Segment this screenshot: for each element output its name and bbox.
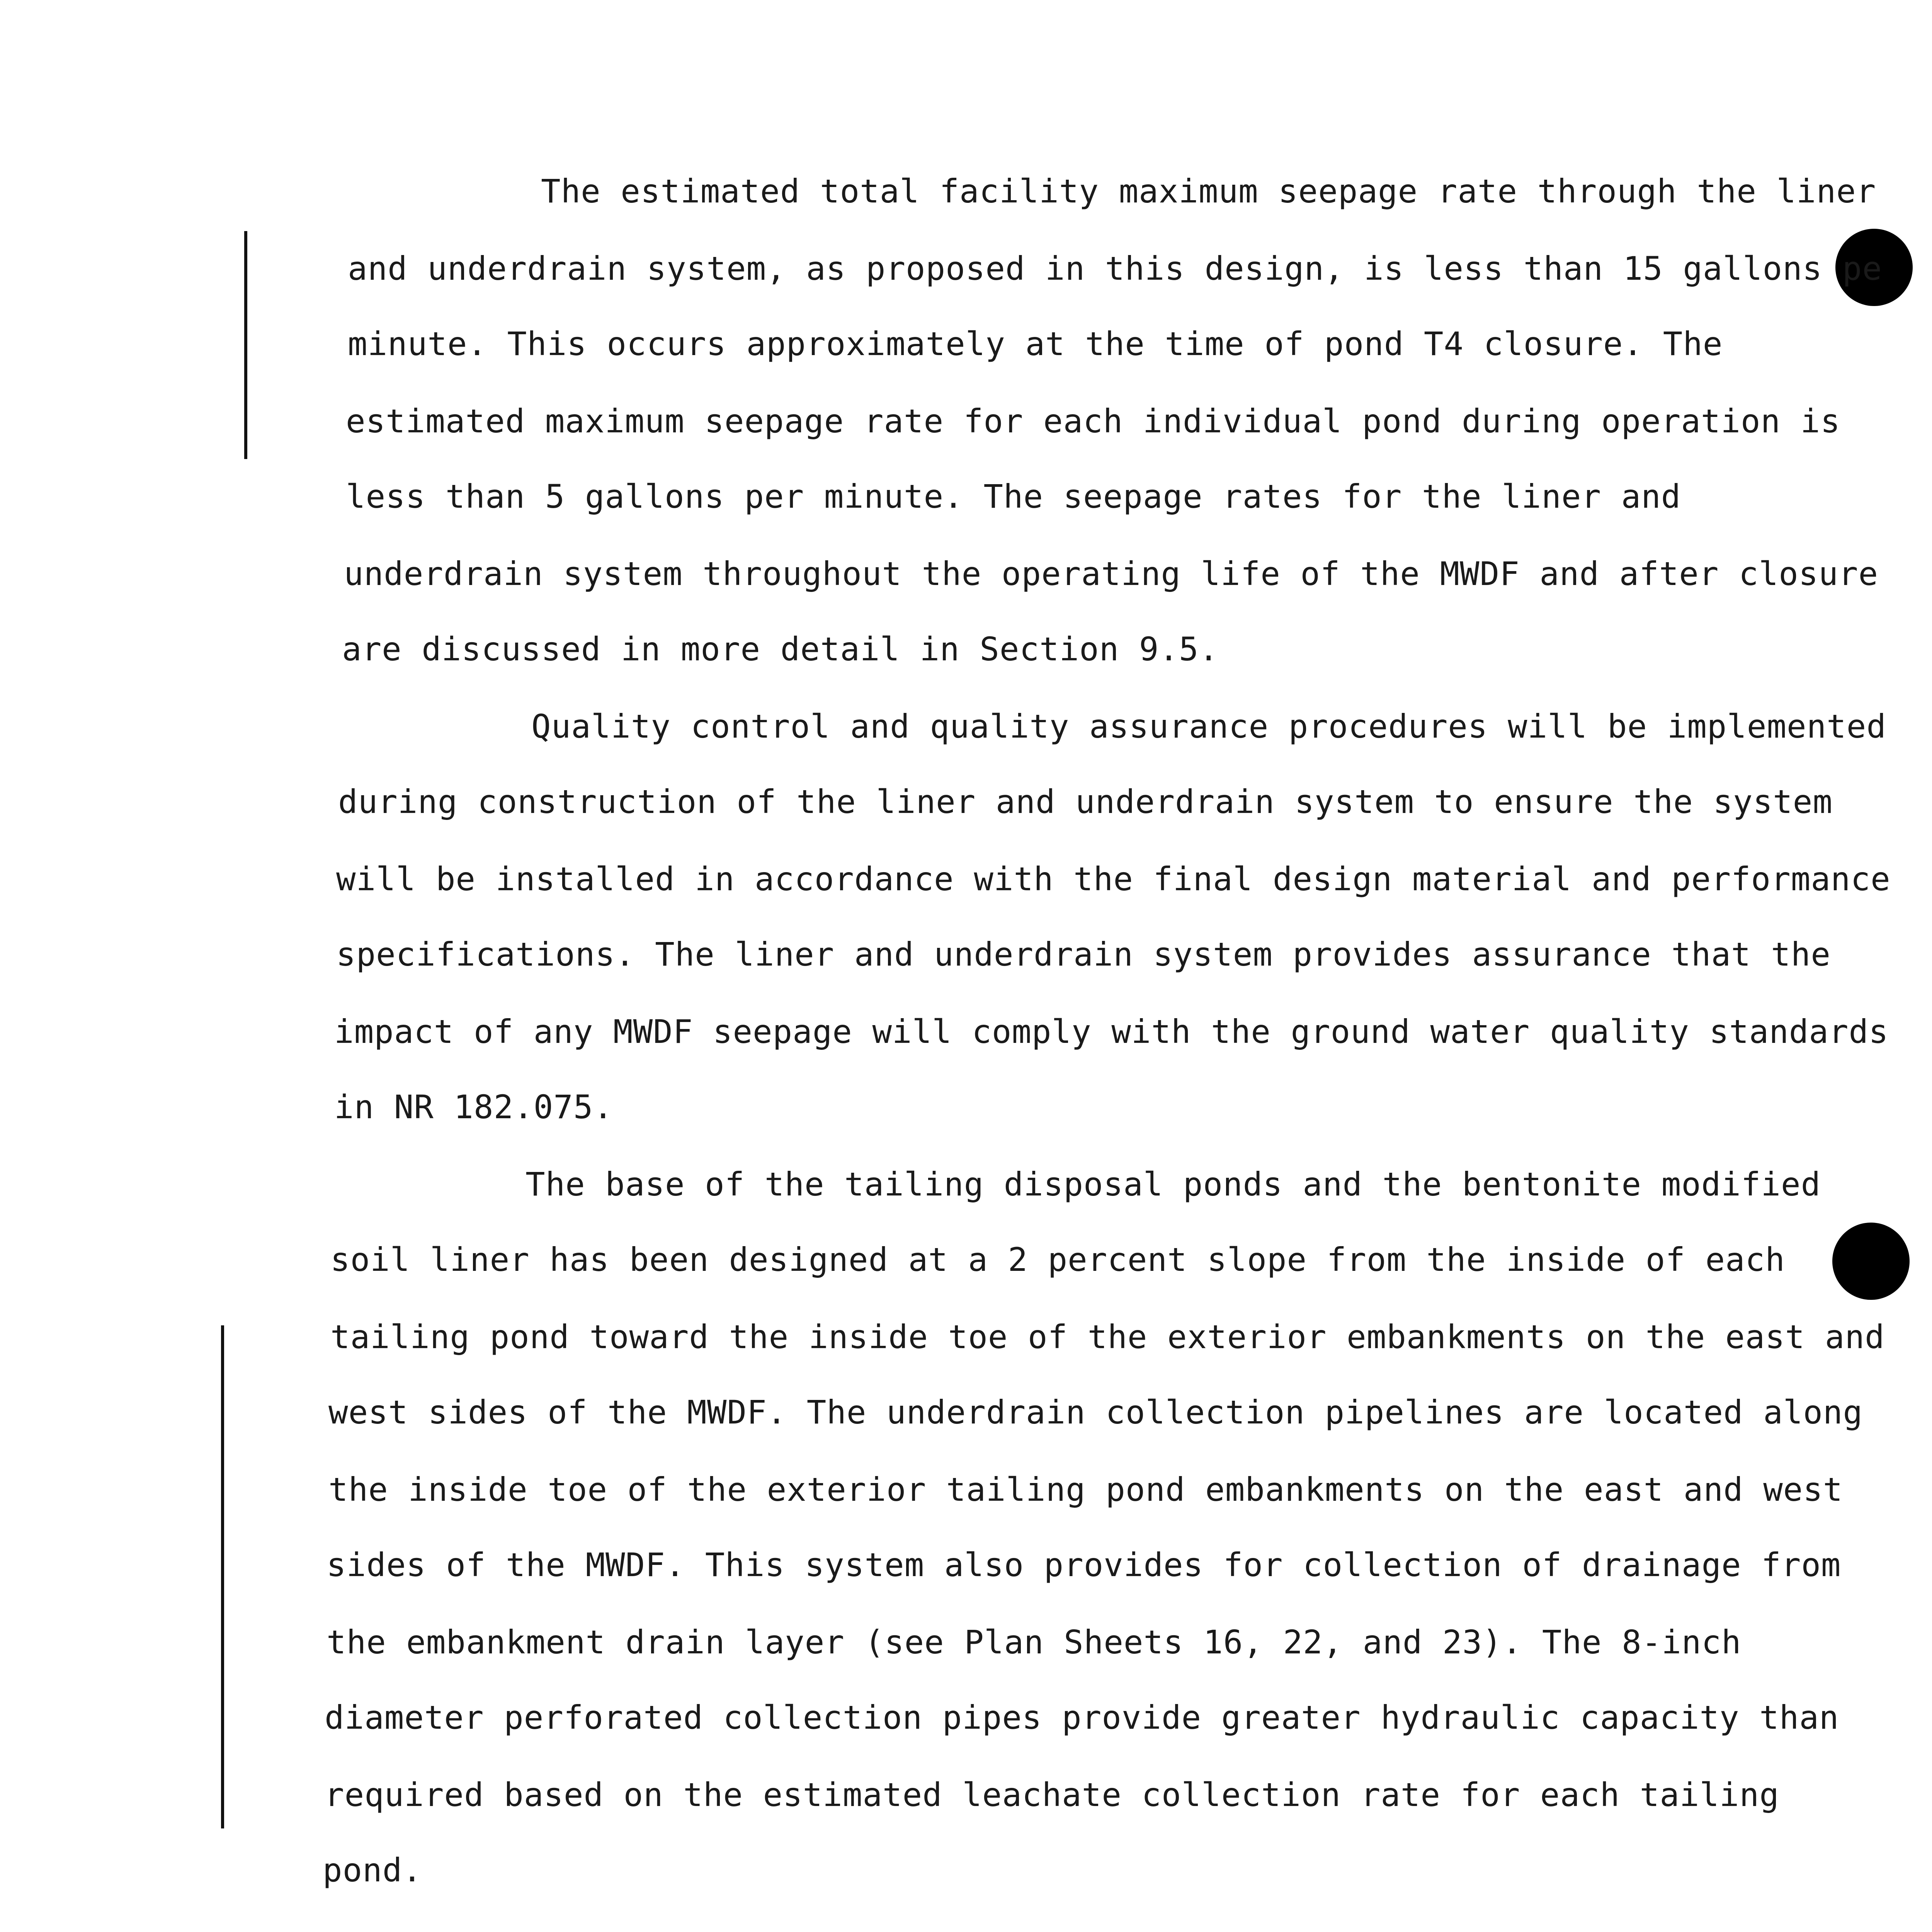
paragraph-3-line-5: the inside toe of the exterior tailing pond embankments on the east and west [328, 1471, 1843, 1509]
paragraph-1-line-6: underdrain system throughout the operating life of the MWDF and after closure [344, 555, 1879, 593]
revision-bar-1 [244, 231, 247, 459]
paragraph-1-line-2: and underdrain system, as proposed in this design, is less than 15 gallons pe [348, 250, 1883, 287]
paragraph-2-line-5: impact of any MWDF seepage will comply with the ground water quality standards [334, 1013, 1889, 1051]
paragraph-2-line-1: Quality control and quality assurance procedures will be implemented [531, 707, 1886, 745]
paragraph-1-line-7: are discussed in more detail in Section 9.5. [342, 630, 1219, 668]
paragraph-3-line-9: required based on the estimated leachate collection rate for each tailing [325, 1776, 1779, 1814]
paragraph-1-line-5: less than 5 gallons per minute. The seepage rates for the liner and [346, 478, 1681, 515]
paragraph-3-line-2: soil liner has been designed at a 2 percent slope from the inside of each [330, 1241, 1785, 1279]
paragraph-2-line-6: in NR 182.075. [334, 1088, 614, 1126]
paragraph-3-line-6: sides of the MWDF. This system also provides for collection of drainage from [327, 1546, 1841, 1584]
paragraph-3-line-3: tailing pond toward the inside toe of the exterior embankments on the east and [330, 1318, 1885, 1356]
paragraph-1-line-3: minute. This occurs approximately at the time of pond T4 closure. The [348, 325, 1723, 363]
paragraph-2-line-2: during construction of the liner and underdrain system to ensure the system [338, 783, 1833, 821]
paragraph-1-line-1: The estimated total facility maximum seepage rate through the liner [541, 172, 1876, 210]
paragraph-2-line-3: will be installed in accordance with the final design material and performance [336, 860, 1891, 898]
punch-hole-middle [1832, 1223, 1910, 1300]
paragraph-3-line-8: diameter perforated collection pipes provide greater hydraulic capacity than [325, 1699, 1839, 1736]
paragraph-3-line-1: The base of the tailing disposal ponds and the bentonite modified [526, 1165, 1821, 1203]
paragraph-3-line-4: west sides of the MWDF. The underdrain collection pipelines are located along [328, 1393, 1863, 1431]
paragraph-2-line-4: specifications. The liner and underdrain system provides assurance that the [336, 935, 1831, 973]
paragraph-1-line-4: estimated maximum seepage rate for each individual pond during operation is [346, 402, 1840, 440]
revision-bar-2 [221, 1325, 224, 1828]
paragraph-3-line-7: the embankment drain layer (see Plan Sheets 16, 22, and 23). The 8-inch [327, 1623, 1742, 1661]
paragraph-3-line-10: pond. [323, 1851, 422, 1889]
